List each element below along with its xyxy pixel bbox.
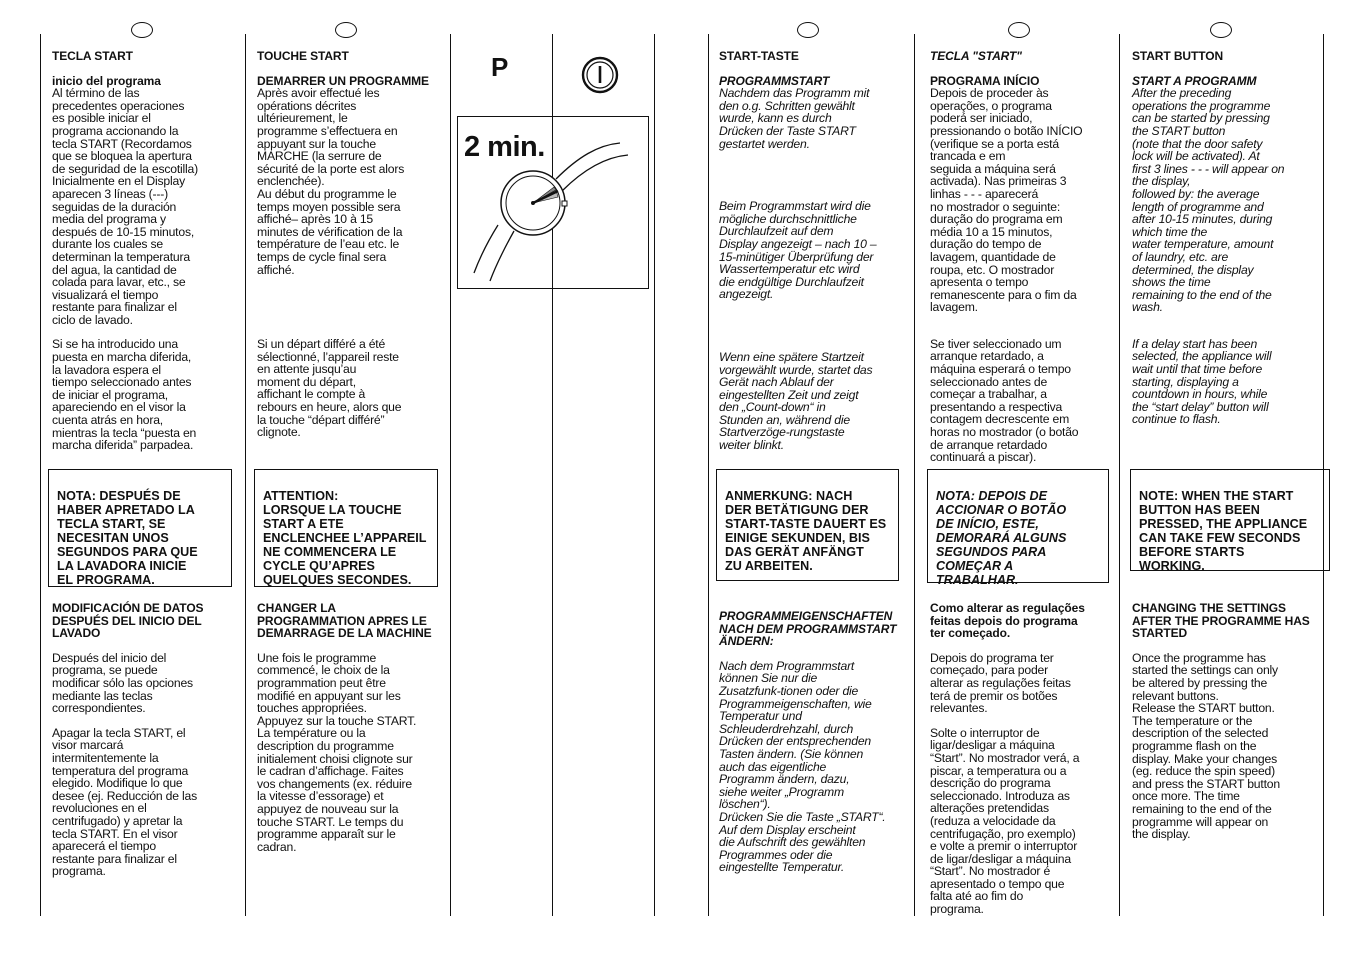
paragraph: Si un départ différé a été sélectionné, l’appareil reste en attente jusqu’au moment du départ, affichant le compte à rebours en heure, alors que la touche “départ différé” clignote. xyxy=(257,337,402,440)
subheading: Como alterar as regulações feitas depois do programa ter começado. xyxy=(930,601,1085,641)
paragraph: Depois do programa ter começado, para poder alterar as regulações feitas terá de premir os botões relevantes. xyxy=(930,650,1071,716)
note-box xyxy=(927,469,1109,587)
subheading: START A PROGRAMM xyxy=(1132,73,1257,88)
subheading: CHANGER LA PROGRAMMATION APRES LE DEMARRAGE DE LA MACHINE xyxy=(257,601,432,641)
subheading: PROGRAMA INÍCIO xyxy=(930,73,1040,88)
note-text: NOTA: DEPOIS DE ACCIONAR O BOTÃO DE INÍCIO, ESTE, DEMORARÁ ALGUNS SEGUNDOS PARA COMEÇAR A TRABALHAR. xyxy=(936,489,1067,587)
note-box xyxy=(1130,469,1330,571)
paragraph: Once the programme has started the settings can only be altered by pressing the relevant buttons. Release the START button. The temperature or the description of the selected programme flash on the display. Make your changes (eg. reduce the spin speed) and press the START button once more. The time remaining to the end of the programme will appear on the display. xyxy=(1132,650,1280,842)
paragraph: Nachdem das Programm mit den o.g. Schritten gewählt wurde, kann es durch Drücken der Taste START gestartet werden. xyxy=(719,86,870,151)
paragraph: Solte o interruptor de ligar/desligar a máquina “Start”. No mostrador verá, a piscar, a temperatura ou a descrição do programa seleccionado. Introduza as alterações pretendidas (reduza a velocidade da centrifugação, pro exemplo) e volte a premir o interruptor de ligar/desligar a máquina “Start”. No mostrador é apresentado o tempo que falta até ao fim do programa. xyxy=(930,725,1080,917)
binder-hole xyxy=(797,22,819,38)
note-text: ATTENTION: LORSQUE LA TOUCHE START A ETE ENCLENCHEE L’APPAREIL NE COMMENCERA LE CYCLE QU’APRES QUELQUES SECONDES. xyxy=(263,489,427,587)
column-divider xyxy=(450,34,451,916)
binder-hole xyxy=(335,22,357,38)
subheading: DEMARRER UN PROGRAMME xyxy=(257,73,429,88)
binder-hole xyxy=(131,22,153,38)
subheading: PROGRAMMSTART xyxy=(719,73,830,88)
wristwatch-icon xyxy=(458,117,648,288)
column-divider xyxy=(245,34,246,916)
column-divider xyxy=(654,34,655,916)
binder-hole xyxy=(1008,22,1030,38)
column-divider xyxy=(914,34,915,916)
note-box xyxy=(48,469,232,587)
french-column-lower xyxy=(257,602,442,853)
paragraph: Se tiver seleccionado um arranque retardado, a máquina esperará o tempo seleccionado antes de começar a trabalhar, a presentando a respectiva contagem decrescente em horas no mostrador (o botão de arranque retardado continuará a piscar). xyxy=(930,336,1079,465)
subheading: PROGRAMMEIGENSCHAFTEN NACH DEM PROGRAMMSTART ÄNDERN: xyxy=(719,609,897,649)
paragraph: Al término de las precedentes operaciones es posible iniciar el programa accionando la tecla START (Recordamos que se bloquea la apertura de seguridad de la escotilla) Inicialmente en el Display aparecen 3 líneas (---) seguidas de la duración media del programa y después de 10-15 minutos, durante los cuales se determinan la temperatura del agua, la cantidad de colada para lavar, etc., se visualizará el tiempo restante para finalizar el ciclo de lavado. xyxy=(52,86,198,327)
note-text: NOTE: WHEN THE START BUTTON HAS BEEN PRESSED, THE APPLIANCE CAN TAKE FEW SECONDS BEFORE STARTS WORKING. xyxy=(1139,489,1308,573)
section-title: TECLA "START" xyxy=(930,49,1022,63)
section-title: START-TASTE xyxy=(719,49,799,63)
section-title: TOUCHE START xyxy=(257,49,349,63)
note-text: NOTA: DESPUÉS DE HABER APRETADO LA TECLA START, SE NECESITAN UNOS SEGUNDOS PARA QUE LA LAVADORA INICIE EL PROGRAMA. xyxy=(57,489,198,587)
note-box xyxy=(254,469,438,587)
section-title: START BUTTON xyxy=(1132,49,1224,63)
subheading: inicio del programa xyxy=(52,73,161,88)
binder-hole xyxy=(1210,22,1232,38)
column-divider xyxy=(1119,34,1120,916)
paragraph: Beim Programmstart wird die mögliche durchschnittliche Durchlaufzeit auf dem Display angezeigt – nach 10 – 15-minütiger Überprüfung der Wassertemperatur etc wird die endgültige Durchlaufzeit angezeigt. xyxy=(719,199,877,302)
power-icon xyxy=(579,55,621,95)
paragraph: Nach dem Programmstart können Sie nur die Zusatzfunk-tionen oder die Programmeigenschaften, wie Temperatur und Schleuderdrehzahl, durch Drücken der entsprechenden Tasten ändern. (Sie können auch das eigentliche Programm ändern, dazu, siehe weiter „Programm löschen“). Drücken Sie die Taste „START“. Auf dem Display erscheint die Aufschrift des gewählten Programmes oder die eingestellte Temperatur. xyxy=(719,658,886,875)
note-text: ANMERKUNG: NACH DER BETÄTIGUNG DER START-TASTE DAUERT ES EINIGE SEKUNDEN, BIS DAS GERÄT ANFÄNGT ZU ARBEITEN. xyxy=(725,489,887,573)
paragraph: If a delay start has been selected, the appliance will wait until that time before starting, displaying a countdown in hours, while the “start delay” button will continue to flash. xyxy=(1132,336,1272,427)
spanish-column-lower xyxy=(52,602,237,878)
english-column xyxy=(1132,50,1317,426)
german-column-lower xyxy=(719,610,909,874)
subheading: CHANGING THE SETTINGS AFTER THE PROGRAMME HAS STARTED xyxy=(1132,601,1310,641)
section-title: TECLA START xyxy=(52,49,133,63)
column-divider xyxy=(40,34,41,916)
paragraph: After the preceding operations the programme can be started by pressing the START button (note that the door safety lock will be activated). At first 3 lines - - - will appear on the display, followed by: the average length of programme and after 10-15 minutes, during which time the water temperature, amount of laundry, etc. are determined, the display shows the time remaining to the end of the wash. xyxy=(1132,86,1285,315)
paragraph: Apagar la tecla START, el visor marcará intermitentemente la temperatura del programa elegido. Modifique lo que desee (ej. Reducción de las revoluciones en el centrifugado) y apretar la tecla START. En el visor aparecerá el tiempo restante para finalizar el programa. xyxy=(52,725,198,879)
english-column-lower xyxy=(1132,602,1317,841)
timer-illustration-box xyxy=(457,116,649,289)
paragraph: Une fois le programme commencé, le choix de la programmation peut être modifié en appuyant sur les touches appropriées. Appuyez sur la touche START. La température ou la description du programme initialement choisi clignote sur le cadran d’affichage. Faites vos changements (ex. réduire la vitesse d’essorage) et appuyez de nouveau sur la touche START. Le temps du programme apparaît sur le cadran. xyxy=(257,650,417,854)
paragraph: Si se ha introducido una puesta en marcha diferida, la lavadora espera el tiempo seleccionado antes de iniciar el programa, apareciendo en el visor la cuenta atrás en hora, mientras la tecla “puesta en marcha diferida” parpadea. xyxy=(52,337,197,453)
spanish-column xyxy=(52,50,237,452)
paragraph: Après avoir effectué les opérations décrites ultérieurement, le programme s’effectuera en appuyant sur la touche MARCHE (la serrure de sécurité de la porte est alors enclenchée). Au début du programme le temps moyen possible sera affiché– après 10 à 15 minutes de vérification de la température de l’eau etc. le temps de cycle final sera affiché. xyxy=(257,86,405,277)
column-divider xyxy=(708,34,709,916)
subheading: MODIFICACIÓN DE DATOS DESPUÉS DEL INICIO DEL LAVADO xyxy=(52,601,204,641)
french-column xyxy=(257,50,442,439)
paragraph: Depois de proceder às operações, o programa poderá ser iniciado, pressionando o botão INÍCIO (verifique se a porta está trancada e em seguida a máquina será activada). Nas primeiras 3 linhas - - - aparecerá no mostrador o seguinte: duração do programa em média 10 a 15 minutos, duração do tempo de lavagem, quantidade de roupa, etc. O mostrador apresenta o tempo remanescente para o fim da lavagem. xyxy=(930,86,1083,315)
paragraph: Después del inicio del programa, se puede modificar sólo las opciones mediante las teclas correspondientes. xyxy=(52,650,193,716)
portuguese-column-lower xyxy=(930,602,1115,916)
program-p-label: P xyxy=(491,52,509,82)
time-label: 2 min. xyxy=(464,131,545,163)
portuguese-column xyxy=(930,50,1115,464)
german-column xyxy=(719,50,909,452)
note-box xyxy=(716,469,899,581)
paragraph: Wenn eine spätere Startzeit vorgewählt wurde, startet das Gerät nach Ablauf der eingestellten Zeit und zeigt den „Count-down“ in Stunden an, während die Startverzöge-rungstaste weiter blinkt. xyxy=(719,349,873,453)
